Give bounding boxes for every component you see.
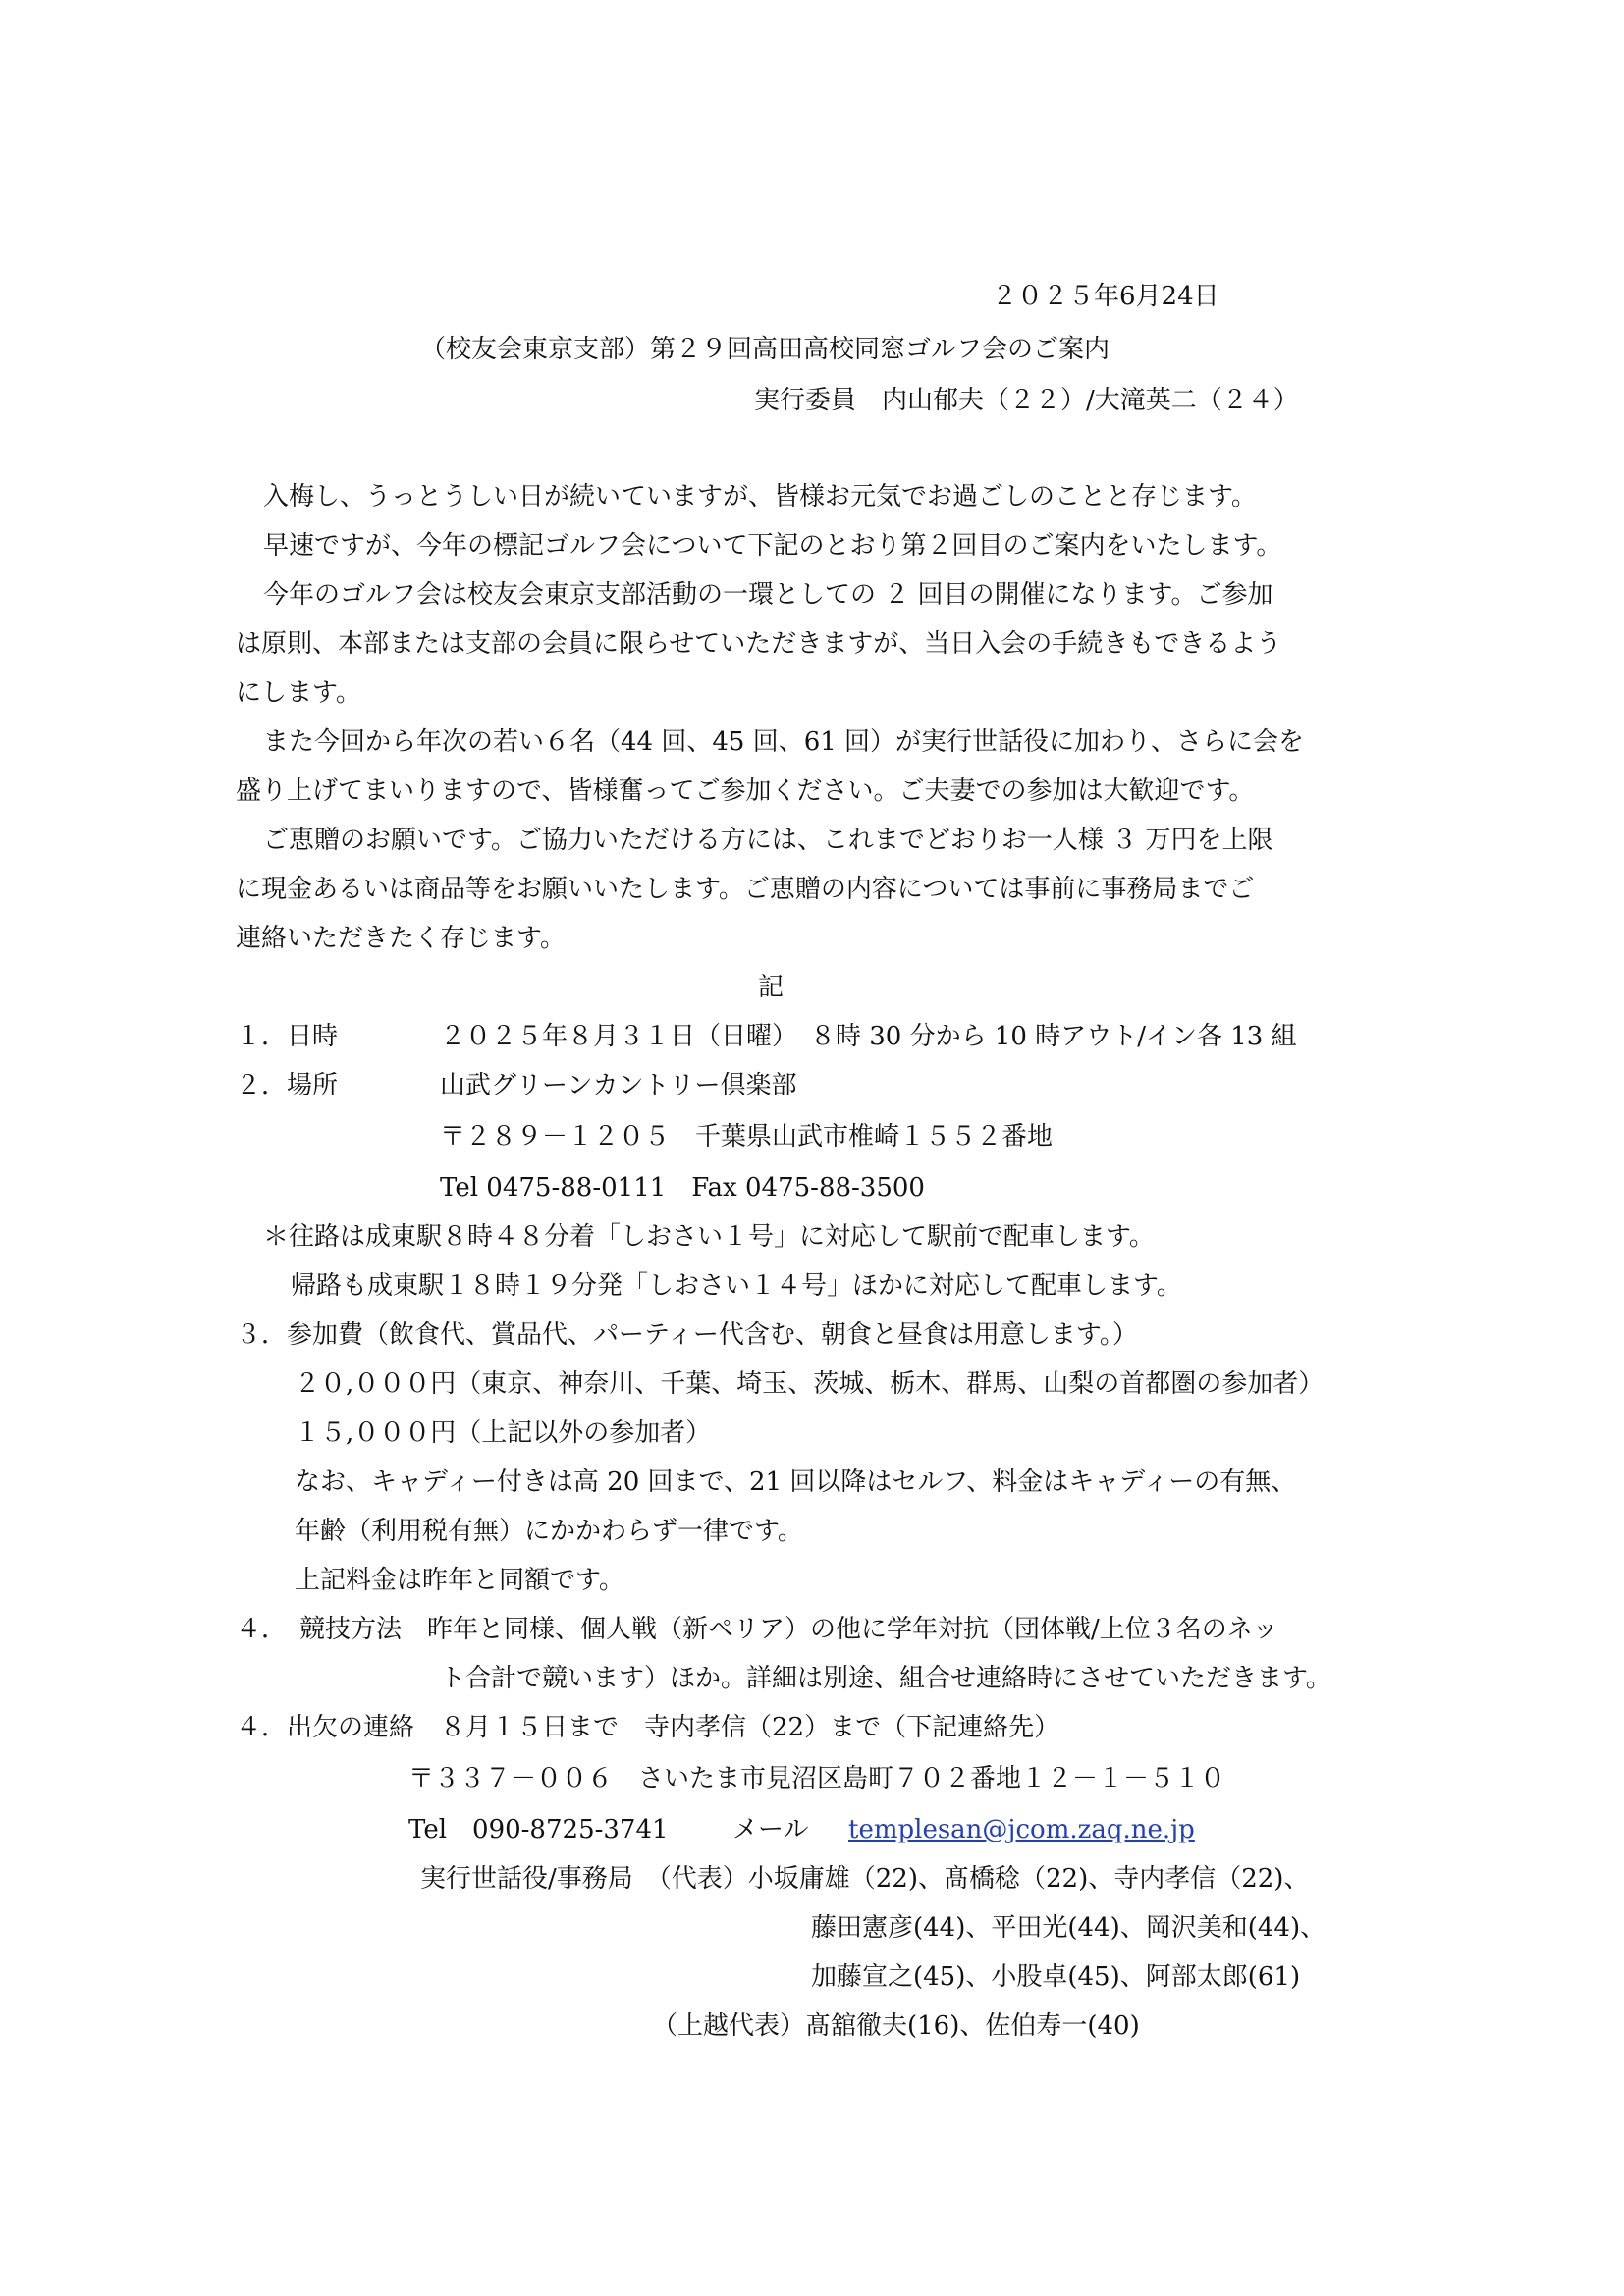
body-line: にします。 (236, 678, 361, 708)
item-fee-label: ３．参加費（飲食代、賞品代、パーティー代含む、朝食と昼食は用意します。） (236, 1320, 1138, 1350)
body-line: に現金あるいは商品等をお願いいたします。ご恵贈の内容については事前に事務局までご (236, 875, 1255, 904)
body-line: 早速ですが、今年の標記ゴルフ会について下記のとおり第２回目のご案内をいたします。 (263, 531, 1282, 561)
organizers-line: （上越代表）髙舘徹夫(16)、佐伯寿一(40) (652, 2011, 1140, 2041)
organizers-line: 藤田憲彦(44)、平田光(44)、岡沢美和(44)、 (811, 1913, 1326, 1943)
item-attendance-tel: Tel 090-8725-3741 (408, 1815, 669, 1844)
item-place-phone: Tel 0475-88-0111 Fax 0475-88-3500 (440, 1173, 925, 1202)
body-line: ご恵贈のお願いです。ご協力いただける方には、これまでどおりお一人様 ３ 万円を上限 (263, 826, 1273, 855)
item-place-note: 帰路も成東駅１８時１９分発「しおさい１４号」ほかに対応して配車します。 (291, 1271, 1182, 1301)
email-wrap (848, 1814, 1195, 1845)
organizers-line: 実行世話役/事務局 （代表）小坂庸雄（22)、髙橋稔（22)、寺内孝信（22)、 (420, 1864, 1310, 1894)
body-line: また今回から年次の若い６名（44 回、45 回、61 回）が実行世話役に加わり、さらに会を (263, 727, 1305, 757)
item-fee-line: なお、キャディー付きは高 20 回まで、21 回以降はセルフ、料金はキャディーの有無、 (295, 1468, 1297, 1497)
item-fee-line: ２０,０００円（東京、神奈川、千葉、埼玉、茨城、栃木、群馬、山梨の首都圏の参加者） (295, 1369, 1325, 1399)
item-attendance-label: ４．出欠の連絡 ８月１５日まで 寺内孝信（22）まで（下記連絡先） (236, 1713, 1060, 1742)
item-place-name: 山武グリーンカントリー倶楽部 (440, 1071, 797, 1100)
organizers-line: 加藤宣之(45)、小股卓(45)、阿部太郎(61) (811, 1962, 1301, 1992)
body-line: 今年のゴルフ会は校友会東京支部活動の一環としての ２ 回目の開催になります。ご参加 (263, 580, 1273, 610)
document-title: （校友会東京支部）第２９回高田高校同窓ゴルフ会のご案内 (420, 335, 1110, 364)
body-line: は原則、本部または支部の会員に限らせていただきますが、当日入会の手続きもできるよう (236, 629, 1282, 659)
item-datetime-label: １．日時 (236, 1022, 339, 1051)
item-datetime-value: ２０２５年８月３１日（日曜） ８時 30 分から 10 時アウト/イン各 13 組 (440, 1022, 1297, 1051)
body-line: 盛り上げてまいりますので、皆様奮ってご参加ください。ご夫妻での参加は大歓迎です。 (236, 776, 1255, 806)
item-place-address: 〒２８９－１２０５ 千葉県山武市椎崎１５５２番地 (440, 1122, 1054, 1151)
committee-members: 実行委員 内山郁夫（２２）/大滝英二（２４） (754, 386, 1299, 415)
body-line: 入梅し、うっとうしい日が続いていますが、皆様お元気でお過ごしのことと存じます。 (263, 482, 1257, 511)
item-competition-label: ４． 競技方法 昨年と同様、個人戦（新ペリア）の他に学年対抗（団体戦/上位３名のネッ (236, 1615, 1278, 1644)
item-competition-line: ト合計で競います）ほか。詳細は別途、組合せ連絡時にさせていただきます。 (440, 1664, 1331, 1693)
item-attendance-address: 〒３３７－００６ さいたま市見沼区島町７０２番地１２－１－５１０ (408, 1764, 1226, 1793)
item-place-note: ＊往路は成東駅８時４８分着「しおさい１号」に対応して駅前で配車します。 (263, 1222, 1155, 1252)
item-fee-line: 年齢（利用税有無）にかかわらず一律です。 (295, 1517, 803, 1546)
mail-label: メール (732, 1815, 809, 1844)
item-fee-line: １５,０００円（上記以外の参加者） (295, 1418, 712, 1448)
item-fee-line: 上記料金は昨年と同額です。 (295, 1566, 624, 1595)
email-link[interactable]: templesan@jcom.zaq.ne.jp (848, 1815, 1195, 1844)
body-line: 連絡いただきたく存じます。 (236, 924, 566, 953)
item-place-label: ２．場所 (236, 1071, 339, 1100)
document-date: ２０２５年6月24日 (992, 282, 1219, 311)
ki-heading: 記 (758, 973, 785, 1002)
